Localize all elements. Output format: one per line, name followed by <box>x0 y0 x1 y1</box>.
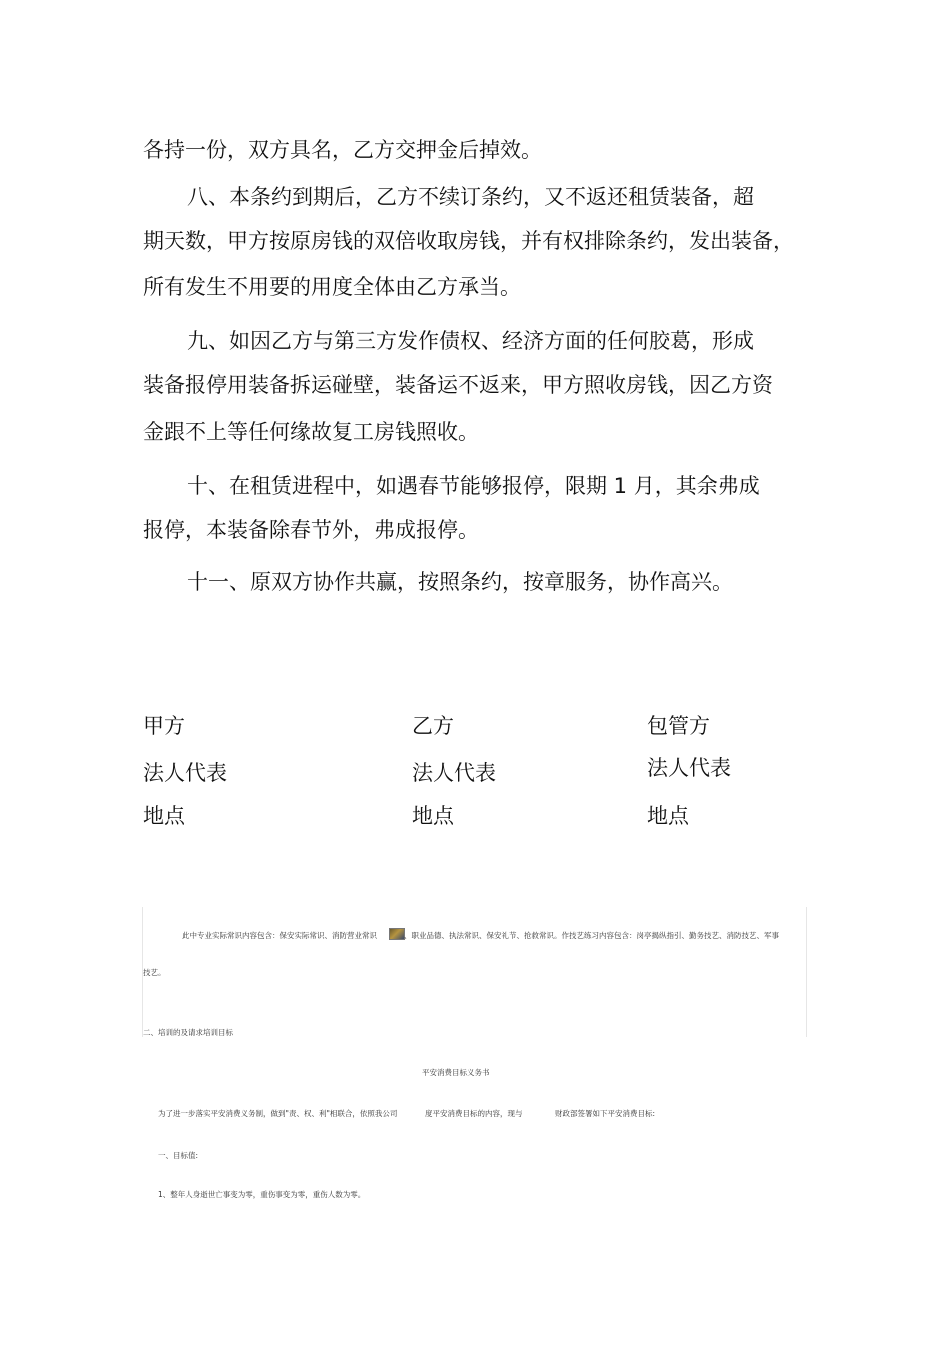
frame-divider-right <box>806 907 807 1037</box>
contract-clause-9: 九、如因乙方与第三方发作债权、经济方面的任何胶葛，形成 <box>187 329 754 353</box>
safety-section-heading: 一、目标值: <box>158 1151 199 1160</box>
training-heading: 二、培训的及请求培训目标 <box>143 1028 233 1037</box>
training-text: 、职业品德、执法常识、保安礼节、抢救常识。作技艺练习内容包含：岗亭揭纵指引、勤务技艺、消防技艺、军事 <box>404 931 779 940</box>
safety-intro: 为了进一步落实平安消费义务制，做到"责、权、利"相联合，依照我公司 <box>158 1109 398 1118</box>
contract-line: 报停，本装备除春节外，弗成报停。 <box>143 518 479 542</box>
inline-thumbnail-image <box>389 928 405 940</box>
party-a-label: 甲方 <box>143 714 185 738</box>
party-b-rep: 法人代表 <box>412 761 496 785</box>
safety-intro: 财政部签署如下平安消费目标: <box>555 1109 656 1118</box>
contract-line: 各持一份，双方具名，乙方交押金后掉效。 <box>143 138 542 162</box>
guarantor-label: 包管方 <box>647 714 710 738</box>
contract-clause-8: 八、本条约到期后，乙方不续订条约，又不返还租赁装备，超 <box>187 185 754 209</box>
contract-line: 金跟不上等任何缘故复工房钱照收。 <box>143 420 479 444</box>
party-a-rep: 法人代表 <box>143 761 227 785</box>
party-b-place: 地点 <box>412 804 454 828</box>
training-text: 此中专业实际常识内容包含：保安实际常识、消防营业常识 <box>182 931 377 940</box>
contract-clause-10: 十、在租赁进程中，如遇春节能够报停，限期 1 月，其余弗成 <box>187 474 760 498</box>
contract-line: 期天数，甲方按原房钱的双倍收取房钱，并有权排除条约，发出装备， <box>143 229 794 253</box>
safety-intro: 度平安消费目标的内容，现与 <box>425 1109 523 1118</box>
guarantor-place: 地点 <box>647 804 689 828</box>
contract-line: 装备报停用装备拆运碰壁，装备运不返来，甲方照收房钱，因乙方资 <box>143 373 773 397</box>
guarantor-rep: 法人代表 <box>647 756 731 780</box>
safety-title: 平安消费目标义务书 <box>422 1068 490 1077</box>
safety-item: 1、整年人身逝世亡事变为零，重伤事变为零，重伤人数为零。 <box>158 1190 366 1199</box>
party-a-place: 地点 <box>143 804 185 828</box>
party-b-label: 乙方 <box>412 714 454 738</box>
contract-clause-11: 十一、原双方协作共赢，按照条约，按章服务，协作高兴。 <box>187 570 733 594</box>
contract-line: 所有发生不用要的用度全体由乙方承当。 <box>143 275 521 299</box>
training-text: 技艺。 <box>143 968 166 977</box>
